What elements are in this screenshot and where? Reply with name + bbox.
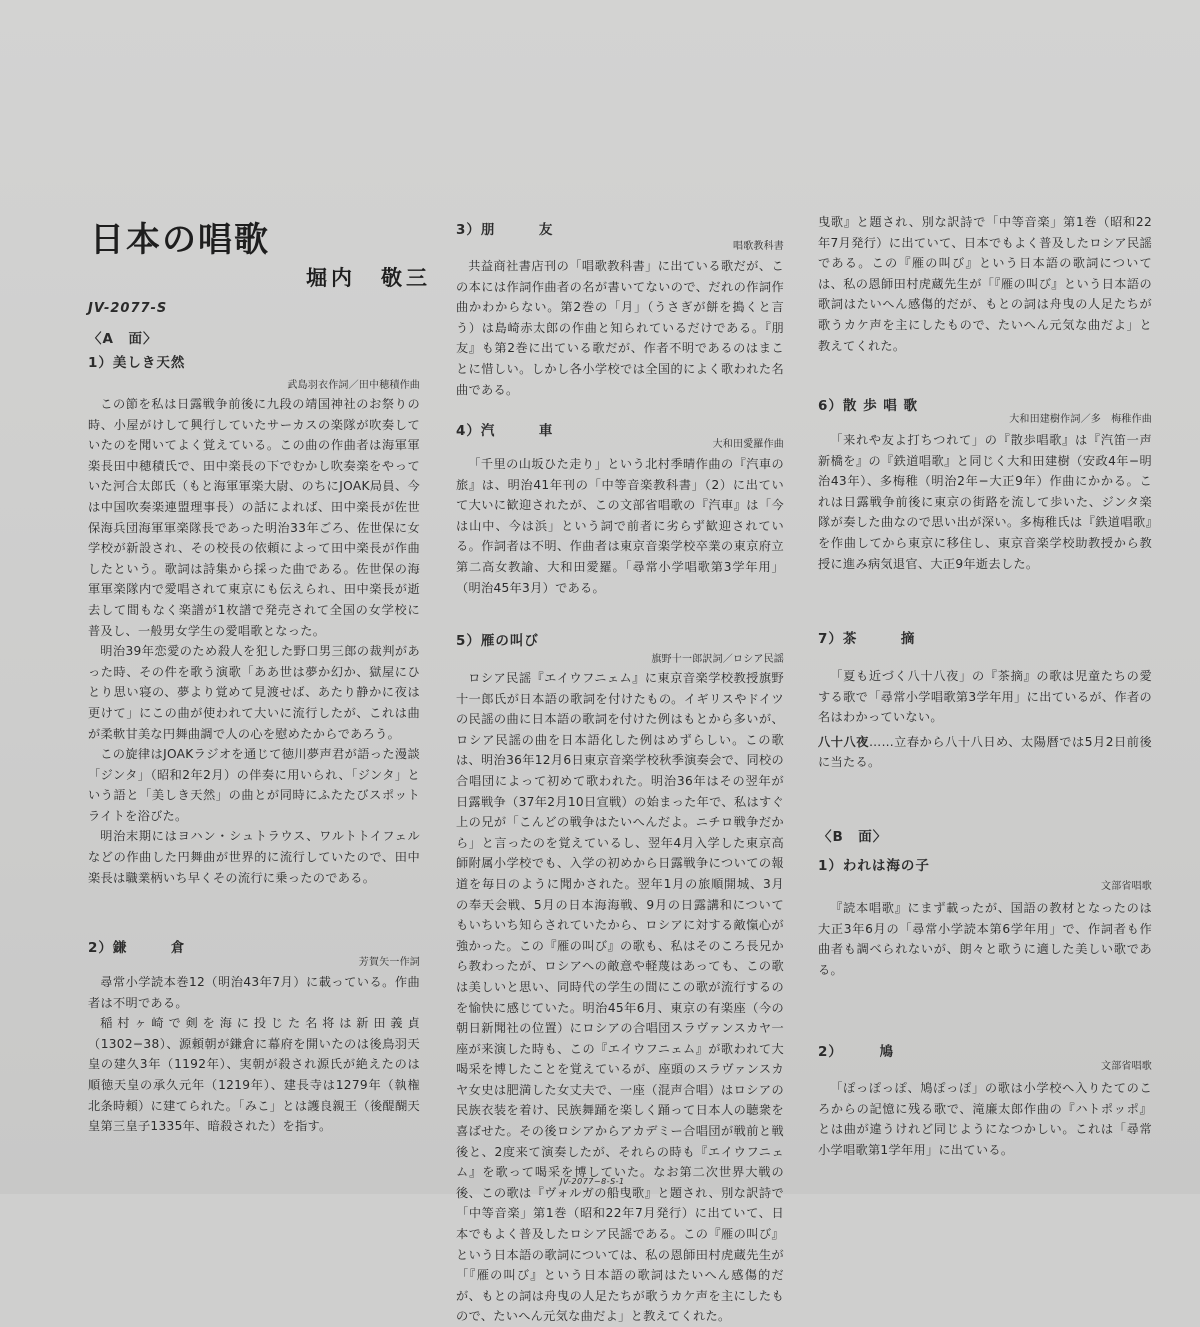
song-heading-3: 3）朋 友 <box>456 222 554 238</box>
paragraph: この節を私は日露戦争前後に九段の靖国神社のお祭りの時、小屋がけして興行していたサーカスの楽隊が吹奏していたのを聞いてよく覚えている。この曲の作曲者は海軍軍楽長田中穂積氏で、田中楽長の下でむかし吹奏楽をやっていた河合太郎氏（もと海軍軍楽大尉、のちにJOAK局員、今は中国吹奏楽連盟理事長）の話によれば、田中楽長が佐世保海兵団海軍軍楽隊長であった明治33年ごろ、佐世保に女学校が新設され、その校長の依頼によって田中楽長が作曲したという。歌詞は詩集から採った曲である。佐世保の海軍軍楽隊内で愛唱されて東京にも伝えられ、田中楽長が逝去して間もなく楽譜が1枚譜で発売されて全国の女学校に普及し、一般男女学生の愛唱歌となった。 <box>88 397 420 638</box>
paragraph: 明治末期にはヨハン・シュトラウス、ワルトトイフェルなどの作曲した円舞曲が世界的に流行していたので、田中楽長は職業柄いち早くその流行に乗ったのである。 <box>88 829 420 885</box>
paragraph: ロシア民謡『エイウフニェム』に東京音楽学校教授旗野十一郎氏が日本語の歌詞を付けたもの。イギリスやドイツの民謡の曲に日本語の歌詞を付けた例はもとから多いが、ロシア民謡の曲を日本語化した例はめずらしい。この歌は、明治36年12月6日東京音楽学校秋季演奏会で、同校の合唱団によって初めて歌われた。明治36年はその翌年が日露戦争（37年2月10日宣戦）の始まった年で、私はすぐ上の兄が「こんどの戦争はたいへんだよ。ニチロ戦争だから」と言ったのを覚えているし、翌年4月入学した東京高師附属小学校でも、入学の初めから日露戦争についての報道を毎日のように聞かされた。翌年1月の旅順開城、3月の奉天会戦、5月の日本海海戦、9月の日露講和についてもいちいち知らされていたから、ロシアに対する敵愾心が強かった。この『雁の叫び』の歌も、私はそのころ長兄から教わったが、ロシアへの敵意や軽蔑はあっても、この歌は美しいと思い、同時代の学生の間にこの歌が流行するのを愉快に感じていた。明治45年6月、東京の有楽座（今の朝日新聞社の位置）にロシアの合唱団スラヴァンスカヤ一座が来演した時も、この『エイウフニェム』が歌われて大喝采を博したことを覚えているが、座頭のスラヴァンスカヤ女史は肥満した女丈夫で、一座（混声合唱）はロシアの民族衣装を着け、民族舞踊を楽しく踊って日本人の聴衆を喜ばせた。その後ロシアからアカデミー合唱団が戦前と戦後と、2度来て演奏したが、それらの時も『エイウフニェム』を歌って喝采を博していた。なお第二次世界大戦の後、この歌は『ヴォルガの船曳歌』と題され、別な訳詩で「中等音楽」第1巻（昭和22年7月発行）に出ていて、日本でもよく普及したロシア民謡である。この『雁の叫び』という日本語の歌詞については、私の恩師田村虎蔵先生が「『雁の叫び』という日本語の歌詞はたいへん感傷的だが、もとの詞は舟曳の人足たちが歌うカケ声を主にしたもので、たいへん元気な曲だよ」と教えてくれた。 <box>456 671 784 1324</box>
author-name: 堀内 敬三 <box>306 266 431 290</box>
song-body-b1 <box>818 898 1152 980</box>
paragraph: 『読本唱歌』にまず載ったが、国語の教材となったのは大正3年6月の「尋常小学読本第6学年用」で、作詞者も作曲者も調べられないが、朗々と歌うに適した美しい歌である。 <box>818 901 1152 977</box>
song-credit-6: 大和田建樹作詞／多 梅稚作曲 <box>1009 414 1152 425</box>
song-credit-b1: 文部省唱歌 <box>1101 881 1152 892</box>
side-a-label: 〈A 面〉 <box>88 331 158 347</box>
song-body-7 <box>818 666 1152 773</box>
catalog-number: JV-2077-S <box>88 301 168 316</box>
song-credit-3: 唱歌教科書 <box>733 241 784 252</box>
song-credit-b2: 文部省唱歌 <box>1101 1061 1152 1072</box>
song-body-3 <box>456 256 784 400</box>
page-title: 日本の唱歌 <box>90 220 270 260</box>
song-heading-2: 2）鎌 倉 <box>88 940 186 956</box>
footnote-text: ……立春から八十八日め、太陽暦では5月2日前後に当たる。 <box>818 734 1153 770</box>
song-heading-b2: 2） 鳩 <box>818 1044 895 1060</box>
song-heading-1: 1）美しき天然 <box>88 355 186 371</box>
paragraph: 曳歌』と題され、別な訳詩で「中等音楽」第1巻（昭和22年7月発行）に出ていて、日本でもよく普及したロシア民謡である。この『雁の叫び』という日本語の歌詞については、私の恩師田村虎蔵先生が「『雁の叫び』という日本語の歌詞はたいへん感傷的だが、もとの詞は舟曳の人足たちが歌うカケ声を主にしたもので、たいへん元気な曲だよ」と教えてくれた。 <box>818 215 1152 353</box>
song-body-5-continued <box>818 212 1152 356</box>
song-heading-5: 5）雁の叫び <box>456 633 539 649</box>
song-credit-1: 武島羽衣作詞／田中穂積作曲 <box>287 380 420 391</box>
song-heading-6: 6）散 歩 唱 歌 <box>818 398 918 414</box>
paragraph: 尋常小学読本巻12（明治43年7月）に載っている。作曲者は不明である。 <box>88 975 420 1010</box>
paragraph: この旋律はJOAKラジオを通じて徳川夢声君が語った漫談「ジンタ」（昭和2年2月）の伴奏に用いられ、「ジンタ」という語と「美しき天然」の曲とが同時にふたたびスポットライトを浴びた。 <box>88 747 420 823</box>
paragraph: 稲村ヶ崎で剣を海に投じた名将は新田義貞（1302−38）、源頼朝が鎌倉に幕府を開いたのは後鳥羽天皇の建久3年（1192年）、実朝が殺され源氏が絶えたのは順徳天皇の承久元年（1219年）、建長寺は1279年（執権北条時頼）に建てられた。「みこ」とは護良親王（後醍醐天皇第三皇子1335年、暗殺された）を指す。 <box>88 1016 420 1134</box>
paragraph: 「来れや友よ打ちつれて」の『散歩唱歌』は『汽笛一声新橋を』の『鉄道唱歌』と同じく大和田建樹（安政4年−明治43年）、多梅稚（明治2年−大正9年）作曲にかかる。これは日露戦争前後に東京の街路を流して歩いた、ジンタ楽隊が奏した曲なので思い出が深い。多梅稚氏は『鉄道唱歌』を作曲してから東京に移住し、東京音楽学校助教授から教授に進み病気退官、大正9年逝去した。 <box>818 433 1152 571</box>
side-b-label: 〈B 面〉 <box>818 829 888 845</box>
paragraph: 共益商社書店刊の「唱歌教科書」に出ている歌だが、この本には作詞作曲者の名が書いてないので、だれの作詞作曲かわからない。第2巻の「月」（うさぎが餅を搗くと言う）は島崎赤太郎の作曲と知られているだけである。『朋友』も第2巻に出ている歌だが、作者不明であるのはまことに惜しい。しかし各小学校では全国的によく歌われた名曲である。 <box>456 259 784 397</box>
song-body-6 <box>818 430 1152 574</box>
paragraph: 明治39年恋愛のため殺人を犯した野口男三郎の裁判があった時、その件を歌う演歌「ああ世は夢か幻か、獄屋にひとり思い寝の、夢より覚めて見渡せば、あたり静かに夜は更けて」にこの曲が使われて大いに流行したが、これは曲が柔軟甘美な円舞曲調で人の心を慰めたからであろう。 <box>88 644 420 741</box>
song-credit-5: 旗野十一郎訳詞／ロシア民謡 <box>651 654 784 665</box>
song-credit-4: 大和田愛羅作曲 <box>712 439 784 450</box>
paragraph: 「ぽっぽっぽ、鳩ぽっぽ」の歌は小学校へ入りたてのころからの記憶に残る歌で、滝廉太郎作曲の『ハトポッポ』とは曲が違うけれど同じようになつかしい。これは「尋常小学唱歌第1学年用」に出ている。 <box>818 1081 1152 1157</box>
footnote <box>818 732 1152 773</box>
song-heading-b1: 1）われは海の子 <box>818 858 930 874</box>
song-body-b2 <box>818 1078 1152 1160</box>
footer-code: JV-2077−8-S-1 <box>560 1177 625 1186</box>
song-heading-7: 7）茶 摘 <box>818 631 916 647</box>
song-body-1 <box>88 394 420 888</box>
song-body-4 <box>456 454 784 598</box>
paragraph: 「千里の山坂ひた走り」という北村季晴作曲の『汽車の旅』は、明治41年刊の「中等音楽教科書」（2）に出ていて大いに歓迎されたが、この文部省唱歌の『汽車』は「今は山中、今は浜」という詞で前者に劣らず歓迎されている。作詞者は不明、作曲者は東京音楽学校卒業の東京府立第二高女教諭、大和田愛羅。「尋常小学唱歌第3学年用」（明治45年3月）である。 <box>456 457 784 595</box>
song-body-2 <box>88 972 420 1137</box>
footnote-term: 八十八夜 <box>818 734 869 749</box>
song-heading-4: 4）汽 車 <box>456 423 554 439</box>
paragraph: 「夏も近づく八十八夜」の『茶摘』の歌は児童たちの愛する歌で「尋常小学唱歌第3学年用」に出ているが、作者の名はわかっていない。 <box>818 669 1152 725</box>
song-credit-2: 芳賀矢一作詞 <box>358 957 420 968</box>
